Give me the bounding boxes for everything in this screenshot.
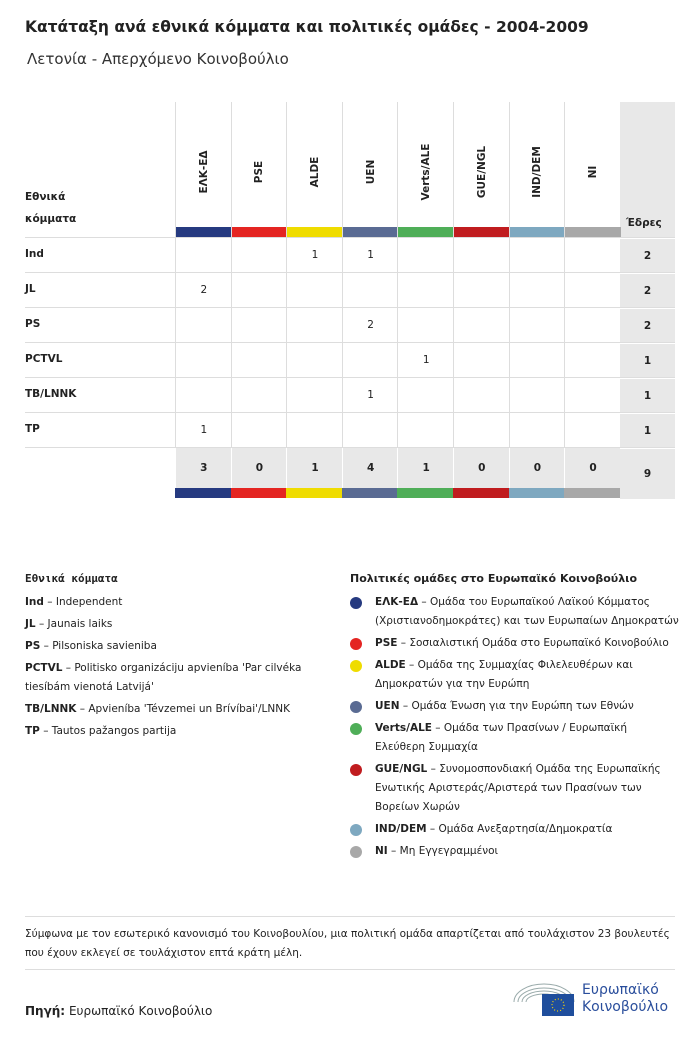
group-color-bar	[398, 227, 454, 237]
seats-cell: 1	[620, 378, 675, 414]
table-row	[25, 272, 675, 308]
group-header	[397, 102, 454, 237]
party-full-name: Jaunais laiks	[47, 618, 113, 630]
total-cell: 0	[453, 448, 510, 488]
group-abbr: NI	[375, 845, 388, 857]
group-abbr: GUE/NGL	[375, 763, 428, 775]
party-full-name: Tautos pažangos partija	[51, 725, 177, 737]
political-group-item: ALDE – Ομάδα της Συμμαχίας Φιλελευθέρων και Δημοκρατών για την Ευρώπη	[350, 656, 680, 694]
table-row	[25, 377, 675, 413]
group-full-name: Ομάδα Ανεξαρτησία/Δημοκρατία	[438, 823, 613, 835]
group-color-dot-icon	[350, 638, 362, 650]
parliament-hemicycle-icon	[512, 980, 576, 1018]
group-color-bar	[176, 227, 232, 237]
note: Σύμφωνα με τον εσωτερικό κανονισμό του Κοινοβουλίου, μια πολιτική ομάδα απαρτίζεται από τουλάχιστον 23 βουλευτές που έχουν εκλεγεί σε τουλάχιστον επτά κράτη μέλη.	[25, 928, 670, 959]
table-cell: 2	[342, 308, 399, 343]
national-party-item: TB/LNNK – Apvieníba 'Tévzemei un Brívíbai'/LNNK	[25, 703, 290, 715]
table-cell	[342, 343, 399, 378]
table-cell	[231, 413, 288, 448]
group-abbr: UEN	[375, 700, 400, 712]
group-color-dot-icon	[350, 597, 362, 609]
source-label: Πηγή:	[25, 1004, 66, 1018]
table-row	[25, 237, 675, 273]
source-value: Ευρωπαϊκό Κοινοβούλιο	[68, 1004, 213, 1018]
logo-line: Ευρωπαϊκό	[582, 982, 659, 998]
table-cell	[175, 238, 232, 273]
group-header	[509, 102, 566, 237]
group-header-label: Verts/ALE	[420, 143, 433, 201]
table-cell	[286, 273, 343, 308]
political-group-item: UEN – Ομάδα Ένωση για την Ευρώπη των Εθνών	[350, 697, 680, 716]
group-abbr: Verts/ALE	[375, 722, 432, 734]
national-party-item: JL – Jaunais laiks	[25, 618, 113, 630]
group-header-label: PSE	[253, 160, 266, 184]
national-parties-legend	[25, 572, 325, 744]
total-seats-cell: 9	[620, 448, 675, 499]
political-group-item: Verts/ALE – Ομάδα των Πρασίνων / Ευρωπαϊκή Ελεύθερη Συμμαχία	[350, 719, 680, 757]
political-group-item: ΕΛΚ-ΕΔ – Ομάδα του Ευρωπαϊκού Λαϊκού Κόμματος (Χριστιανοδημοκράτες) και των Ευρωπαίων Δημοκρατών	[350, 593, 680, 631]
table-cell	[453, 273, 510, 308]
table-cell: 2	[175, 273, 232, 308]
party-abbr: Ind	[25, 596, 44, 608]
seats-cell: 2	[620, 238, 675, 274]
total-cell: 4	[342, 448, 399, 488]
table-cell	[175, 308, 232, 343]
table-cell	[509, 343, 566, 378]
group-full-name: Ομάδα της Συμμαχίας Φιλελευθέρων και Δημοκρατών για την Ευρώπη	[375, 659, 633, 690]
table-cell	[397, 238, 454, 273]
group-header-label: NI	[586, 165, 599, 179]
political-group-item: NI – Μη Εγγεγραμμένοι	[350, 842, 680, 861]
row-header-line: κόμματα	[25, 213, 77, 225]
table-row	[25, 307, 675, 343]
group-color-bar	[509, 488, 565, 498]
divider	[25, 969, 675, 970]
seats-cell: 2	[620, 308, 675, 344]
group-header-label: ALDE	[308, 156, 321, 188]
group-header-label: UEN	[364, 159, 377, 185]
table-cell	[231, 343, 288, 378]
table-cell	[509, 413, 566, 448]
table-cell	[286, 343, 343, 378]
table-cell	[231, 378, 288, 413]
seats-header	[620, 102, 675, 237]
group-full-name: Ομάδα Ένωση για την Ευρώπη των Εθνών	[411, 700, 634, 712]
party-full-name: Independent	[55, 596, 123, 608]
party-abbr: PCTVL	[25, 662, 63, 674]
group-color-bar	[287, 227, 343, 237]
party-name: TB/LNNK	[25, 388, 77, 400]
group-color-dot-icon	[350, 846, 362, 858]
party-name: TP	[25, 423, 40, 435]
group-header	[564, 102, 621, 237]
group-header-label: IND/DEM	[531, 146, 544, 198]
logo-line: Κοινοβούλιο	[582, 999, 669, 1015]
table-cell	[286, 378, 343, 413]
table-cell: 1	[175, 413, 232, 448]
party-abbr: TB/LNNK	[25, 703, 77, 715]
group-color-bar	[286, 488, 342, 498]
table-cell	[564, 378, 621, 413]
group-color-bar	[231, 488, 287, 498]
national-party-item: Ind – Independent	[25, 596, 123, 608]
political-group-item: GUE/NGL – Συνομοσπονδιακή Ομάδα της Ευρωπαϊκής Ενωτικής Αριστεράς/Αριστερά των Πρασίνων των Βορείων Χωρών	[350, 760, 680, 817]
table-cell	[453, 378, 510, 413]
group-color-dot-icon	[350, 764, 362, 776]
page-subtitle: Λετονία - Απερχόμενο Κοινοβούλιο	[27, 50, 289, 68]
party-name: JL	[25, 283, 36, 295]
total-cell: 3	[175, 448, 232, 488]
table-cell	[175, 378, 232, 413]
table-cell	[397, 308, 454, 343]
seats-header-label: Έδρες	[626, 217, 662, 229]
table-cell	[509, 308, 566, 343]
group-color-dot-icon	[350, 701, 362, 713]
party-name: PCTVL	[25, 353, 63, 365]
group-header	[453, 102, 510, 237]
table-cell	[286, 308, 343, 343]
party-name: Ind	[25, 248, 44, 260]
table-cell	[397, 378, 454, 413]
group-header-label: ΕΛΚ-ΕΔ	[197, 150, 210, 194]
political-group-item: PSE – Σοσιαλιστική Ομάδα στο Ευρωπαϊκό Κοινοβούλιο	[350, 634, 680, 653]
page-title: Κατάταξη ανά εθνικά κόμματα και πολιτικές ομάδες - 2004-2009	[25, 18, 589, 36]
group-color-bar	[342, 488, 398, 498]
group-header	[286, 102, 343, 237]
group-color-bar	[454, 227, 510, 237]
table-cell	[453, 343, 510, 378]
table-cell	[397, 273, 454, 308]
group-color-bar	[232, 227, 288, 237]
party-abbr: JL	[25, 618, 36, 630]
divider	[25, 916, 675, 917]
political-groups-legend	[350, 572, 680, 864]
group-color-bar	[564, 488, 620, 498]
group-color-dot-icon	[350, 824, 362, 836]
table-cell	[564, 238, 621, 273]
group-color-bar	[175, 488, 231, 498]
total-cell: 0	[231, 448, 288, 488]
group-color-bar	[343, 227, 399, 237]
table-row	[25, 342, 675, 378]
group-abbr: ΕΛΚ-ΕΔ	[375, 596, 419, 608]
table-cell	[509, 273, 566, 308]
source	[25, 1004, 212, 1018]
seats-cell: 1	[620, 343, 675, 379]
group-header	[231, 102, 288, 237]
group-abbr: IND/DEM	[375, 823, 427, 835]
seats-cell: 1	[620, 413, 675, 449]
total-cell: 1	[286, 448, 343, 488]
table-cell	[175, 343, 232, 378]
national-party-item: TP – Tautos pažangos partija	[25, 725, 177, 737]
legend-heading: Πολιτικές ομάδες στο Ευρωπαϊκό Κοινοβούλιο	[350, 572, 638, 585]
table-cell	[342, 273, 399, 308]
table-cell	[564, 343, 621, 378]
group-header	[175, 102, 232, 237]
group-color-bar	[397, 488, 453, 498]
table-cell	[231, 308, 288, 343]
group-color-dot-icon	[350, 723, 362, 735]
table-cell: 1	[286, 238, 343, 273]
group-color-dot-icon	[350, 660, 362, 672]
table-cell	[231, 273, 288, 308]
national-party-item: PCTVL – Politisko organizáciju apvieníba 'Par cilvéka tiesíbám vienotá Latvijá'	[25, 662, 302, 693]
table-cell: 1	[342, 378, 399, 413]
totals-row	[25, 447, 675, 483]
table-row	[25, 412, 675, 448]
group-header	[342, 102, 399, 237]
group-color-bar	[510, 227, 566, 237]
group-full-name: Μη Εγγεγραμμένοι	[399, 845, 499, 857]
table-cell	[397, 413, 454, 448]
table-cell	[286, 413, 343, 448]
party-full-name: Apvieníba 'Tévzemei un Brívíbai'/LNNK	[88, 703, 290, 715]
group-full-name: Ομάδα των Πρασίνων / Ευρωπαϊκή Ελεύθερη Συμμαχία	[375, 722, 627, 753]
total-cell: 0	[509, 448, 566, 488]
table-cell: 1	[397, 343, 454, 378]
group-abbr: PSE	[375, 637, 398, 649]
legend-heading: Εθνικά κόμματα	[25, 572, 118, 585]
group-color-bar	[565, 227, 621, 237]
table-cell	[564, 413, 621, 448]
table-cell	[564, 273, 621, 308]
party-abbr: TP	[25, 725, 40, 737]
party-full-name: Politisko organizáciju apvieníba 'Par cilvéka tiesíbám vienotá Latvijá'	[25, 662, 302, 693]
party-abbr: PS	[25, 640, 41, 652]
party-full-name: Pilsoniska savieniba	[52, 640, 157, 652]
table-cell	[509, 238, 566, 273]
political-group-item: IND/DEM – Ομάδα Ανεξαρτησία/Δημοκρατία	[350, 820, 680, 839]
group-header-label: GUE/NGL	[475, 145, 488, 199]
total-cell: 1	[397, 448, 454, 488]
group-full-name: Ομάδα του Ευρωπαϊκού Λαϊκού Κόμματος (Χριστιανοδημοκράτες) και των Ευρωπαίων Δημοκρατών	[375, 596, 679, 627]
table-cell	[342, 413, 399, 448]
ep-logo	[512, 980, 668, 1018]
group-color-bar	[453, 488, 509, 498]
table-cell	[453, 413, 510, 448]
group-full-name: Συνομοσπονδιακή Ομάδα της Ευρωπαϊκής Ενωτικής Αριστεράς/Αριστερά των Πρασίνων των Βορείων Χωρών	[375, 763, 661, 813]
national-party-item: PS – Pilsoniska savieniba	[25, 640, 157, 652]
table-cell	[564, 308, 621, 343]
table-cell	[453, 308, 510, 343]
total-cell: 0	[564, 448, 621, 488]
table-cell	[509, 378, 566, 413]
table-cell	[453, 238, 510, 273]
row-header-line: Εθνικά	[25, 191, 66, 203]
party-name: PS	[25, 318, 41, 330]
group-abbr: ALDE	[375, 659, 406, 671]
group-full-name: Σοσιαλιστική Ομάδα στο Ευρωπαϊκό Κοινοβούλιο	[409, 637, 669, 649]
seats-cell: 2	[620, 273, 675, 309]
table-cell	[231, 238, 288, 273]
table-cell: 1	[342, 238, 399, 273]
row-header	[25, 186, 76, 230]
